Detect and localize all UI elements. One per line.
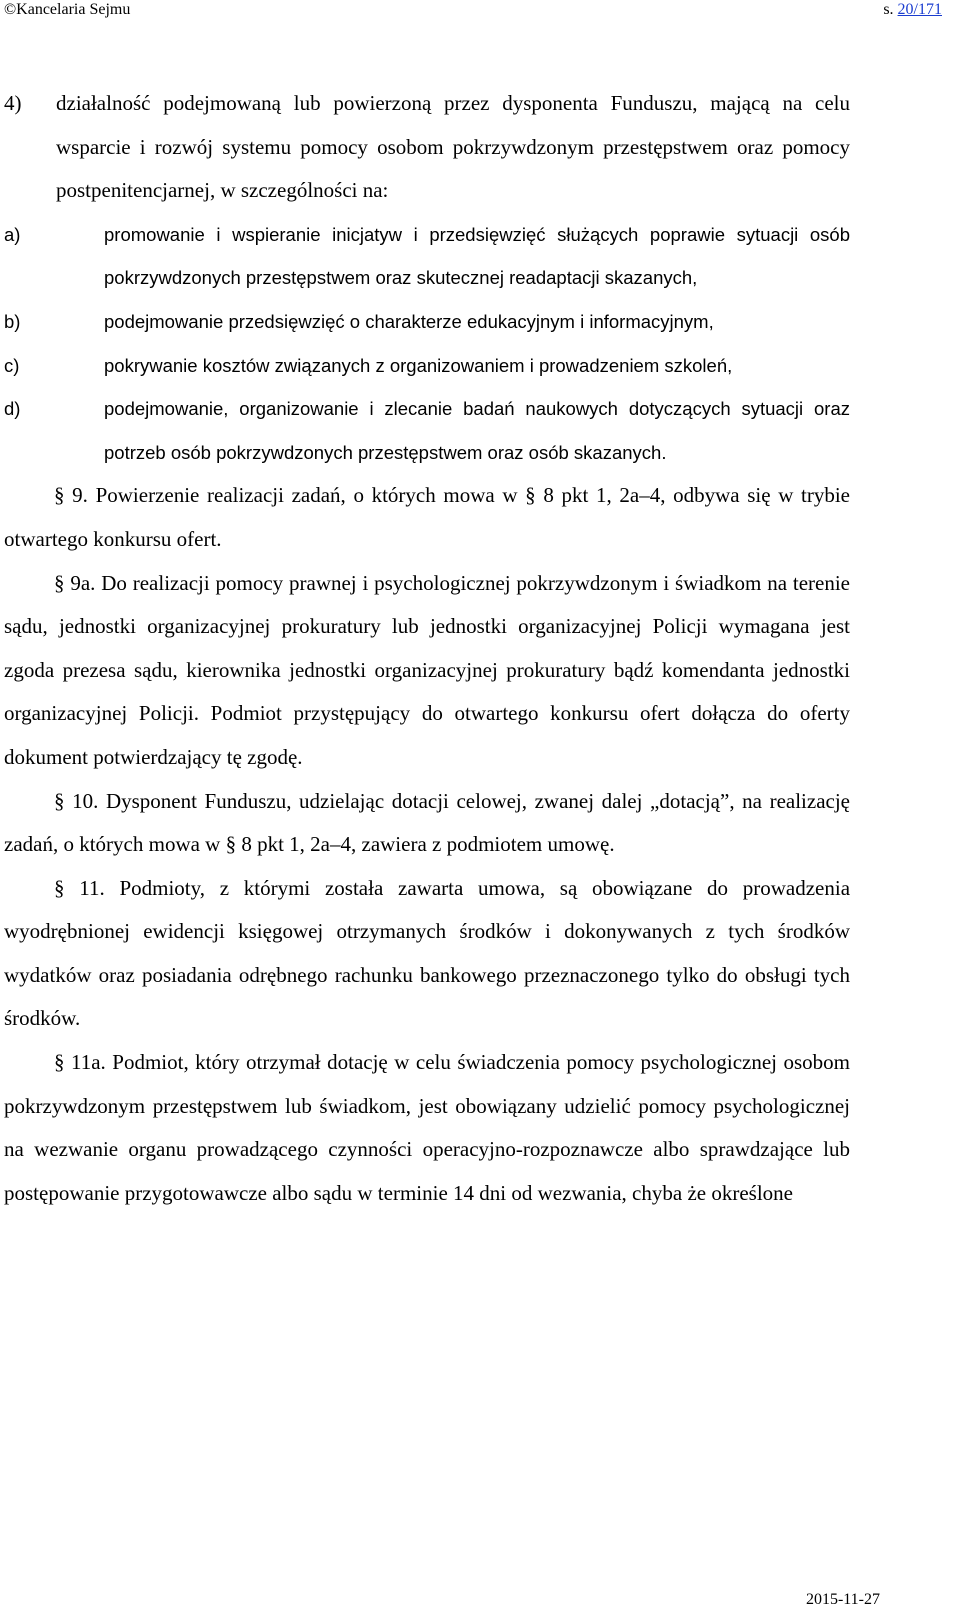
page-link[interactable]: 20/171 (897, 1, 942, 18)
paragraph-text: Dysponent Funduszu, udzielając dotacji celowej, zwanej dalej „dotacją”, na realizację zadań, o których mowa w § 8 pkt 1, 2a–4, zawiera z podmiotem umowę. (4, 788, 850, 857)
subitem-text: pokrywanie kosztów związanych z organizowaniem i prowadzeniem szkoleń, (104, 354, 733, 376)
subitem-label: d) (4, 398, 21, 420)
subitem-text: promowanie i wspieranie inicjatyw i przedsięwzięć służących poprawie sytuacji osób pokrzywdzonych przestępstwem oraz skutecznej readaptacji skazanych, (104, 223, 850, 289)
subitem-label: c) (4, 354, 20, 376)
subitem-text: podejmowanie przedsięwzięć o charakterze edukacyjnym i informacyjnym, (104, 310, 714, 332)
paragraph-text: Powierzenie realizacji zadań, o których mowa w § 8 pkt 1, 2a–4, odbywa się w trybie otwartego konkursu ofert. (4, 483, 850, 551)
paragraph-10 (4, 780, 850, 867)
paragraph-number: § 10. (54, 788, 99, 813)
paragraph-number: § 9. (54, 483, 88, 508)
paragraph-11 (4, 867, 850, 1041)
subitem-b (4, 300, 850, 344)
subitem-label: a) (4, 223, 21, 245)
subitem-c (4, 344, 850, 388)
paragraph-number: § 9a. (54, 570, 96, 595)
subitem-a (4, 213, 850, 300)
subitem-text: podejmowanie, organizowanie i zlecanie badań naukowych dotyczących sytuacji oraz potrzeb osób pokrzywdzonych przestępstwem oraz osób skazanych. (104, 398, 850, 463)
paragraph-number: § 11a. (54, 1050, 106, 1075)
header-page-number (883, 0, 942, 20)
paragraph-number: § 11. (54, 875, 105, 900)
item-4-number: 4) (4, 91, 22, 115)
item-4-text: działalność podejmowaną lub powierzoną przez dysponenta Funduszu, mającą na celu wsparcie i rozwój systemu pomocy osobom pokrzywdzonym przestępstwem oraz pomocy postpenitencjarnej, w szczególności na: (56, 91, 850, 203)
header-copyright: ©Kancelaria Sejmu (4, 1, 131, 18)
page-prefix: s. (883, 1, 898, 18)
paragraph-text: Do realizacji pomocy prawnej i psychologicznej pokrzywdzonym i świadkom na terenie sądu, jednostki organizacyjnej prokuratury lub jednostki organizacyjnej Policji wymagana jest zgoda prezesa sądu, kierownika jednostki organizacyjnej prokuratury bądź komendanta jednostki organizacyjnej Policji. Podmiot przystępujący do otwartego konkursu ofert dołącza do oferty dokument potwierdzający tę zgodę. (4, 570, 850, 769)
paragraph-9 (4, 474, 850, 561)
document-body (4, 82, 850, 1215)
paragraph-11a (4, 1041, 850, 1215)
footer-date: 2015-11-27 (805, 1591, 880, 1608)
paragraph-text: Podmiot, który otrzymał dotację w celu świadczenia pomocy psychologicznej osobom pokrzywdzonym przestępstwem lub świadkom, jest obowiązany udzielić pomocy psychologicznej na wezwanie organu prowadzącego czynności operacyjno-rozpoznawcze albo sprawdzające lub postępowanie przygotowawcze albo sądu w terminie 14 dni od wezwania, chyba że określone (4, 1050, 851, 1205)
subitem-label: b) (4, 310, 21, 332)
item-4 (4, 82, 850, 213)
subitem-d (4, 387, 850, 474)
paragraph-text: Podmioty, z którymi została zawarta umowa, są obowiązane do prowadzenia wyodrębnionej ewidencji księgowej otrzymanych środków i dokonywanych z tych środków wydatków oraz posiadania odrębnego rachunku bankowego przeznaczonego tylko do obsługi tych środków. (4, 875, 851, 1031)
paragraph-9a (4, 562, 850, 780)
